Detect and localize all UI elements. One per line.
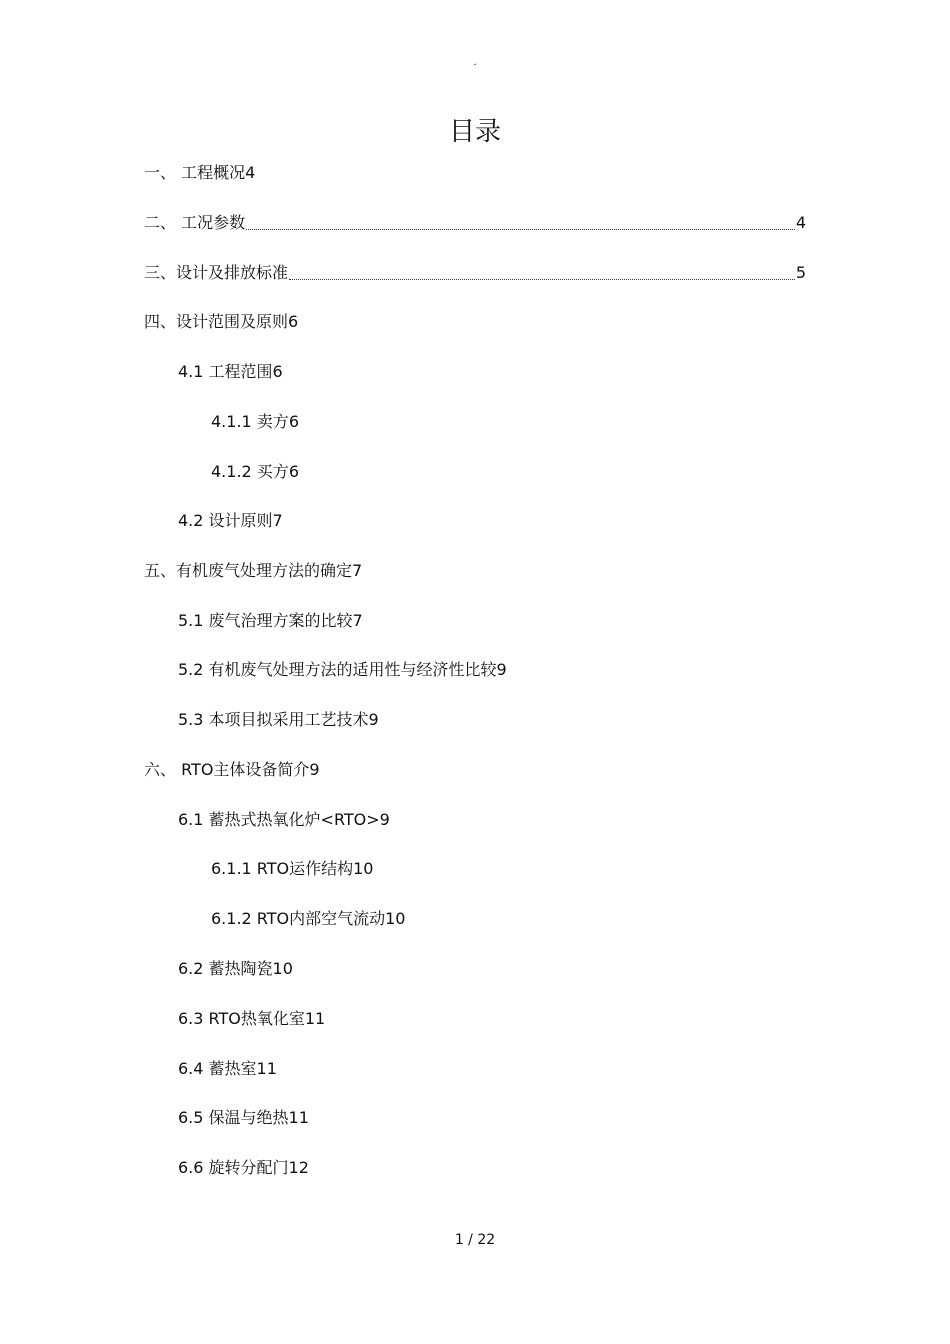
toc-entry[interactable] <box>211 907 405 931</box>
dot-leader <box>289 278 795 280</box>
toc-entry-page: 11 <box>256 1059 277 1078</box>
toc-entry[interactable] <box>178 708 379 732</box>
toc-entry-text: 5.1 废气治理方案的比较 <box>178 611 353 630</box>
toc-entry-text: 五、有机废气处理方法的确定 <box>144 561 353 580</box>
toc-entry-text: 6.1.2 RTO内部空气流动 <box>211 909 386 928</box>
header-mark: . <box>473 57 477 68</box>
toc-entry-page: 9 <box>496 660 507 679</box>
toc-entry-text: 6.1 蓄热式热氧化炉<RTO> <box>178 810 380 829</box>
toc-entry-text: 6.1.1 RTO运作结构 <box>211 859 354 878</box>
toc-entry-page: 6 <box>288 312 299 331</box>
toc-entry[interactable] <box>211 460 299 484</box>
toc-entry-text: 二、 工况参数 <box>144 213 246 232</box>
toc-entry[interactable] <box>144 559 362 583</box>
toc-entry-page: 9 <box>368 710 379 729</box>
toc-entry-text: 4.1.2 买方 <box>211 462 289 481</box>
toc-entry[interactable] <box>178 609 363 633</box>
toc-entry[interactable] <box>178 1156 309 1180</box>
toc-entry[interactable] <box>178 1106 309 1130</box>
toc-entry-page: 7 <box>272 511 283 530</box>
toc-entry-page: 7 <box>352 561 363 580</box>
toc-entry[interactable] <box>144 758 320 782</box>
toc-entry-page: 9 <box>379 810 390 829</box>
toc-entry[interactable] <box>178 509 283 533</box>
dot-leader <box>246 228 795 230</box>
toc-entry[interactable] <box>211 410 299 434</box>
toc-entry-page: 10 <box>385 909 406 928</box>
toc-entry[interactable] <box>144 310 298 334</box>
toc-entry-text: 5.3 本项目拟采用工艺技术 <box>178 710 369 729</box>
toc-entry-text: 5.2 有机废气处理方法的适用性与经济性比较 <box>178 660 497 679</box>
toc-entry-page: 6 <box>288 412 299 431</box>
toc-entry[interactable] <box>178 1057 277 1081</box>
toc-entry-text: 6.6 旋转分配门 <box>178 1158 289 1177</box>
page-number-footer: 1 / 22 <box>454 1232 496 1248</box>
toc-entry[interactable] <box>178 1007 325 1031</box>
page-title: 目录 <box>448 117 501 148</box>
toc-entry-text: 6.2 蓄热陶瓷 <box>178 959 273 978</box>
toc-entry-page: 6 <box>272 362 283 381</box>
toc-entry-page: 10 <box>272 959 293 978</box>
toc-entry-text: 6.4 蓄热室 <box>178 1059 257 1078</box>
toc-entry-text: 六、 RTO主体设备简介 <box>144 760 310 779</box>
toc-entry-text: 4.2 设计原则 <box>178 511 273 530</box>
toc-entry-page: 12 <box>288 1158 309 1177</box>
toc-entry-page: 10 <box>353 859 374 878</box>
toc-entry[interactable] <box>144 261 806 285</box>
toc-entry-text: 4.1 工程范围 <box>178 362 273 381</box>
toc-entry[interactable] <box>178 808 390 832</box>
toc-entry-text: 6.3 RTO热氧化室 <box>178 1009 305 1028</box>
toc-entry[interactable] <box>144 161 255 185</box>
toc-entry[interactable] <box>178 658 507 682</box>
toc-entry-page: 5 <box>795 263 806 282</box>
toc-entry-page: 11 <box>288 1108 309 1127</box>
toc-entry-page: 6 <box>288 462 299 481</box>
toc-entry-text: 四、设计范围及原则 <box>144 312 289 331</box>
toc-entry-text: 一、 工程概况 <box>144 163 246 182</box>
toc-entry[interactable] <box>211 857 373 881</box>
toc-entry-text: 三、设计及排放标准 <box>144 263 289 282</box>
toc-entry[interactable] <box>178 360 283 384</box>
toc-entry[interactable] <box>178 957 293 981</box>
toc-entry-text: 6.5 保温与绝热 <box>178 1108 289 1127</box>
toc-entry-page: 4 <box>795 213 806 232</box>
toc-entry-page: 4 <box>245 163 256 182</box>
toc-entry-text: 4.1.1 卖方 <box>211 412 289 431</box>
toc-entry-page: 9 <box>309 760 320 779</box>
toc-entry-page: 7 <box>352 611 363 630</box>
toc-entry[interactable] <box>144 211 806 235</box>
toc-entry-page: 11 <box>304 1009 326 1028</box>
